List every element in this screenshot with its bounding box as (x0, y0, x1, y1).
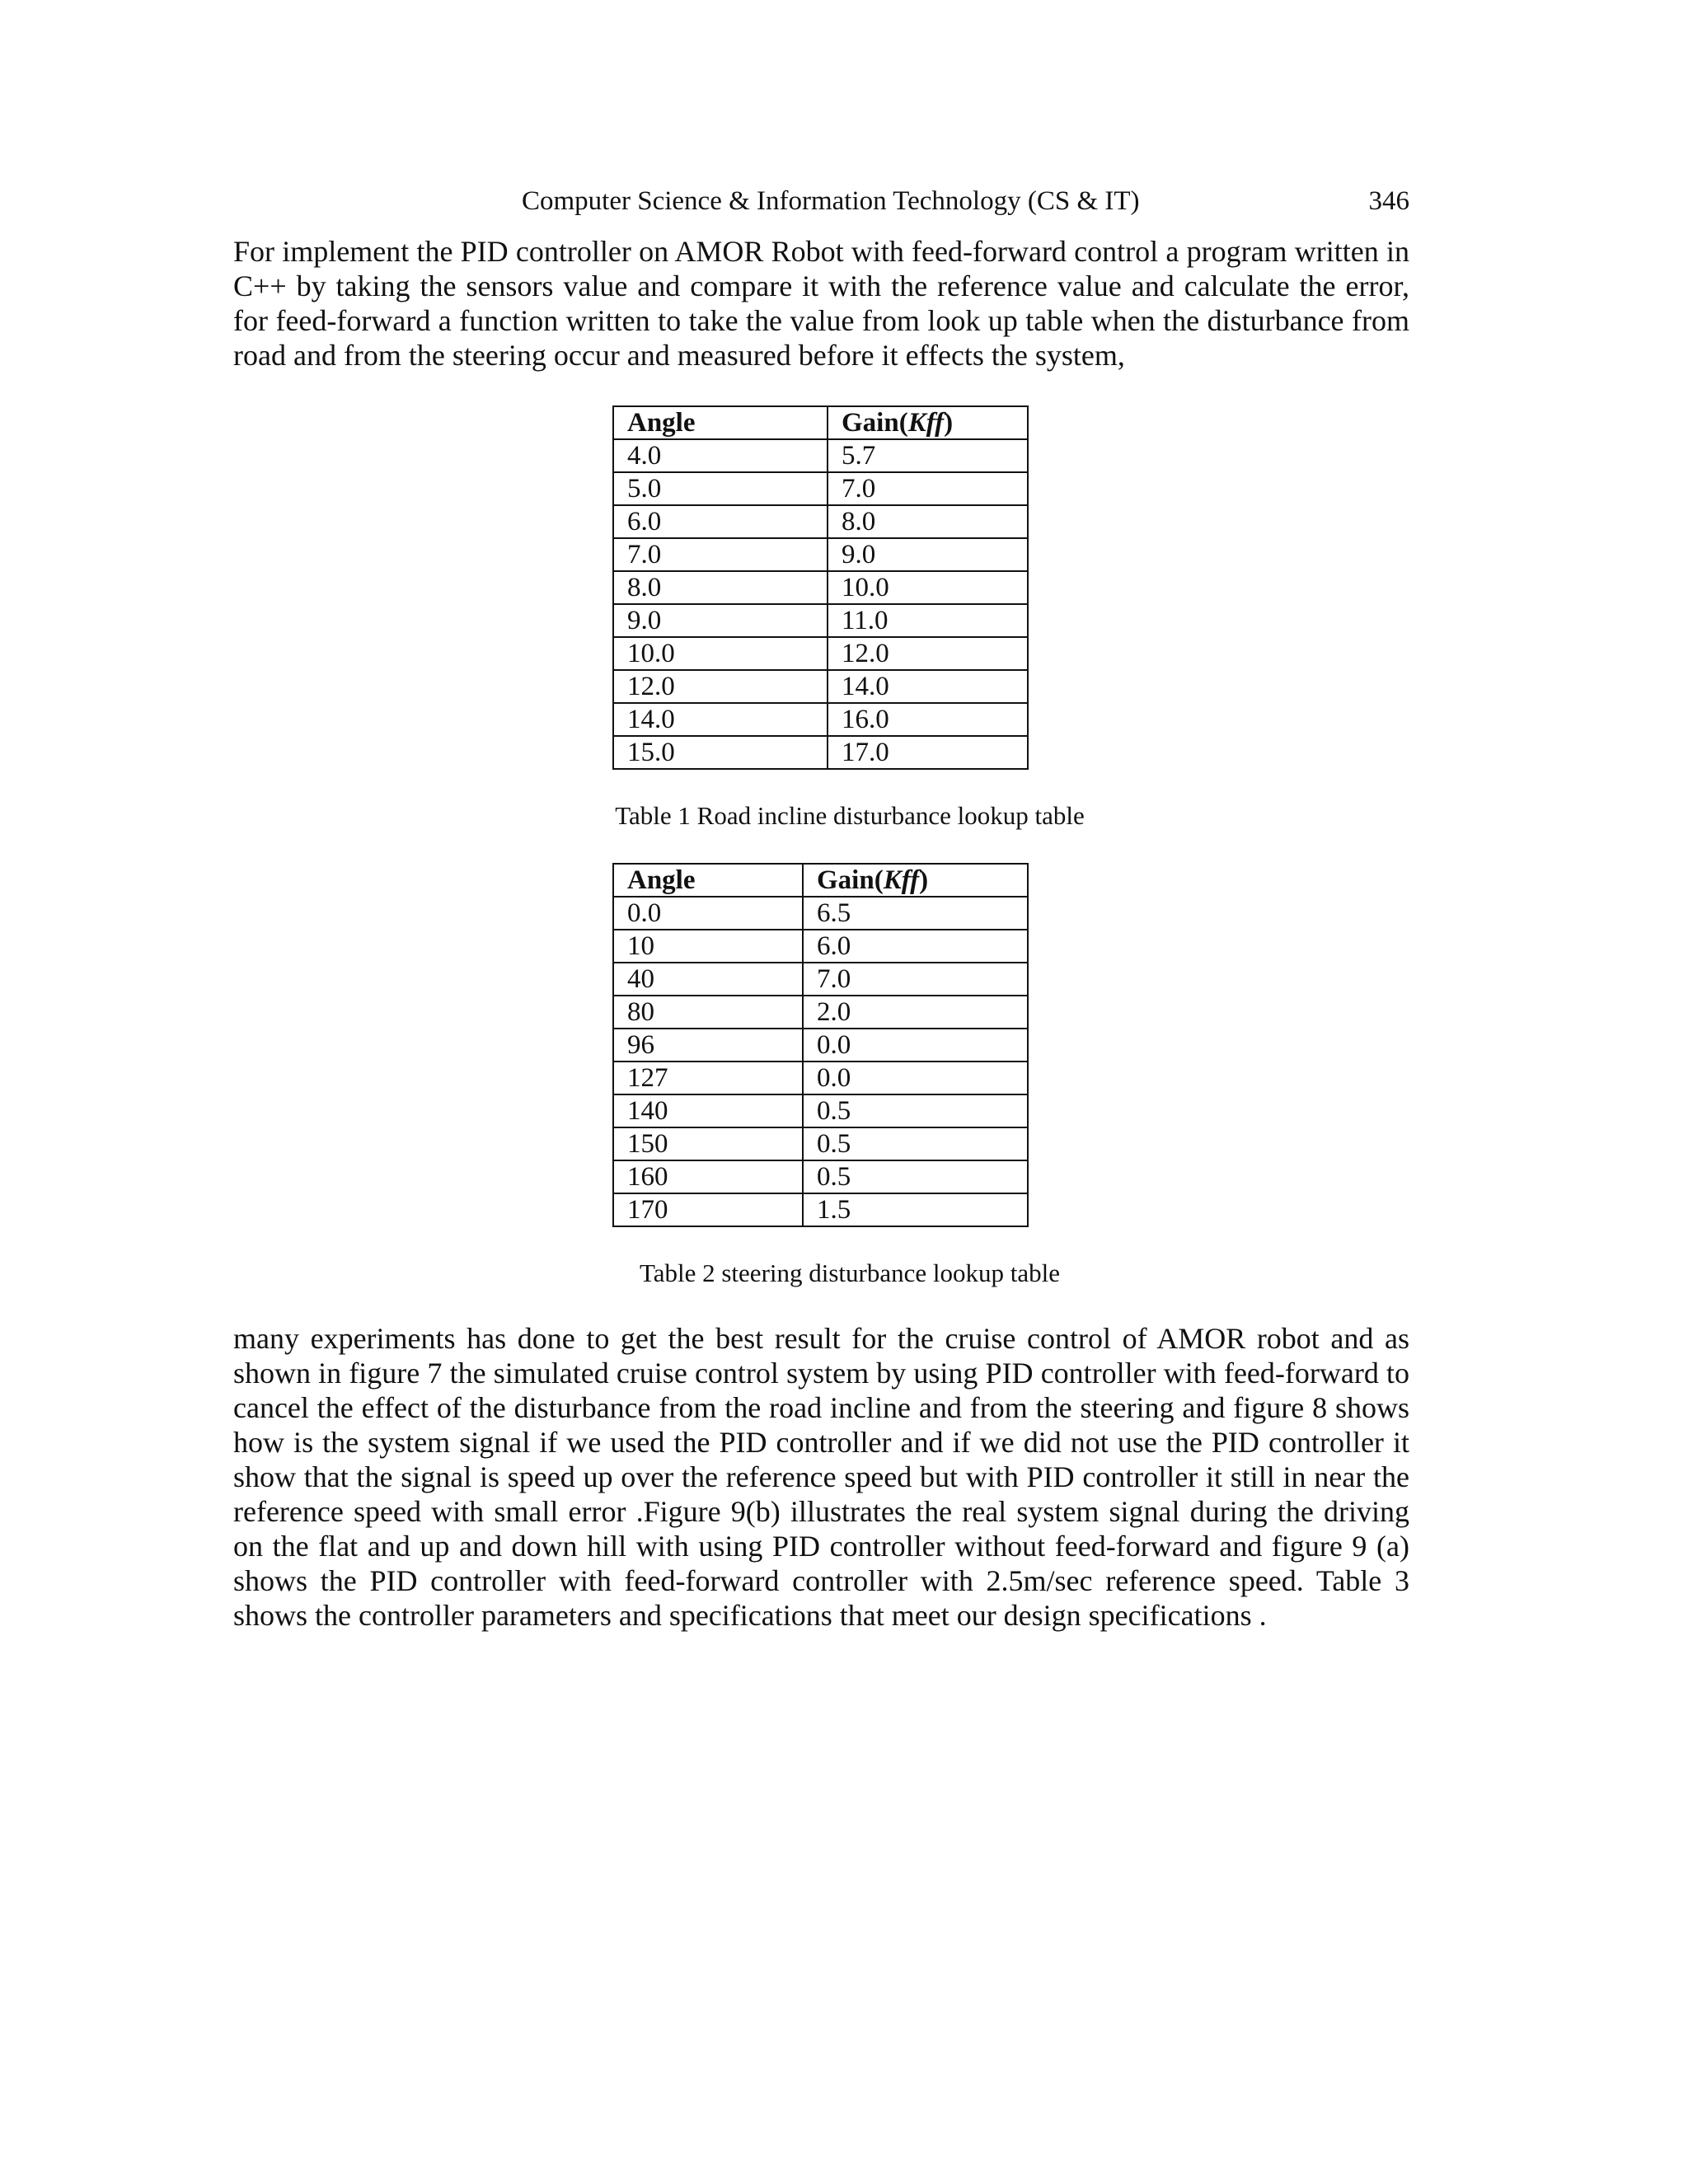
gain-header-suffix: ) (919, 865, 929, 895)
table-row (613, 571, 1028, 604)
gain-cell: 7.0 (828, 472, 1028, 505)
gain-cell: 0.5 (803, 1094, 1028, 1127)
steering-lookup-table (612, 863, 1029, 1227)
table-row (613, 439, 1028, 472)
table-row (613, 736, 1028, 769)
journal-title: Computer Science & Information Technology (CS & IT) (522, 186, 1140, 216)
angle-cell: 8.0 (613, 571, 828, 604)
table-row (613, 1029, 1028, 1062)
angle-cell: 14.0 (613, 703, 828, 736)
table-row (613, 930, 1028, 963)
gain-cell: 9.0 (828, 538, 1028, 571)
gain-header-symbol: Kff (907, 408, 945, 438)
angle-cell: 5.0 (613, 472, 828, 505)
table-2-caption (0, 1257, 1688, 1290)
table-row (613, 538, 1028, 571)
table-1-caption (0, 799, 1688, 832)
gain-cell: 6.5 (803, 897, 1028, 930)
page-number: 346 (1368, 186, 1409, 216)
table-2-caption-text: Table 2 steering disturbance lookup table (639, 1258, 1061, 1287)
road-incline-lookup-table (612, 405, 1029, 770)
gain-header-prefix: Gain( (817, 865, 884, 895)
table-row (613, 637, 1028, 670)
gain-header-prefix: Gain( (842, 408, 908, 438)
table-row (613, 963, 1028, 996)
results-paragraph: many experiments has done to get the best result for the cruise control of AMOR robot and as shown in figure 7 the simulated cruise control system by using PID controller with feed-forward to cancel the effect of the disturbance from the road incline and from the steering and figure 8 shows how is the system signal if we used the PID controller and if we did not use the PID controller it show that the signal is speed up over the reference speed but with PID controller it still in near the reference speed with small error .Figure 9(b) illustrates the real system signal during the driving on the flat and up and down hill with using PID controller without feed-forward and figure 9 (a) shows the PID controller with feed-forward controller with 2.5m/sec reference speed. Table 3 shows the controller parameters and specifications that meet our design specifications . (233, 1322, 1409, 1632)
gain-cell: 0.5 (803, 1160, 1028, 1193)
gain-cell: 7.0 (803, 963, 1028, 996)
table-row (613, 897, 1028, 930)
angle-cell: 12.0 (613, 670, 828, 703)
gain-cell: 11.0 (828, 604, 1028, 637)
angle-cell: 6.0 (613, 505, 828, 538)
table-row (613, 604, 1028, 637)
table-row (613, 1062, 1028, 1094)
gain-cell: 17.0 (828, 736, 1028, 769)
angle-cell: 80 (613, 996, 803, 1029)
gain-cell: 8.0 (828, 505, 1028, 538)
table-row (613, 472, 1028, 505)
table-row (613, 1094, 1028, 1127)
angle-column-header: Angle (613, 406, 828, 439)
gain-cell: 1.5 (803, 1193, 1028, 1226)
gain-cell: 6.0 (803, 930, 1028, 963)
gain-column-header (803, 864, 1028, 897)
angle-cell: 127 (613, 1062, 803, 1094)
gain-header-suffix: ) (944, 408, 954, 438)
table-row (613, 996, 1028, 1029)
angle-column-header: Angle (613, 864, 803, 897)
gain-cell: 0.0 (803, 1062, 1028, 1094)
angle-cell: 40 (613, 963, 803, 996)
angle-cell: 170 (613, 1193, 803, 1226)
gain-cell: 5.7 (828, 439, 1028, 472)
angle-cell: 96 (613, 1029, 803, 1062)
table-row (613, 1127, 1028, 1160)
gain-cell: 0.5 (803, 1127, 1028, 1160)
gain-cell: 2.0 (803, 996, 1028, 1029)
angle-cell: 10 (613, 930, 803, 963)
table-row (613, 1160, 1028, 1193)
table-header-row (613, 406, 1028, 439)
angle-cell: 0.0 (613, 897, 803, 930)
gain-cell: 10.0 (828, 571, 1028, 604)
gain-cell: 0.0 (803, 1029, 1028, 1062)
table-1-caption-text: Table 1 Road incline disturbance lookup table (615, 801, 1085, 830)
table-row (613, 703, 1028, 736)
gain-header-symbol: Kff (883, 865, 920, 895)
table-row (613, 505, 1028, 538)
angle-cell: 9.0 (613, 604, 828, 637)
angle-cell: 15.0 (613, 736, 828, 769)
intro-paragraph: For implement the PID controller on AMOR Robot with feed-forward control a program written in C++ by taking the sensors value and compare it with the reference value and calculate the error, for feed-forward a function written to take the value from look up table when the disturbance from road and from the steering occur and measured before it effects the system, (233, 235, 1409, 372)
gain-column-header (828, 406, 1028, 439)
angle-cell: 160 (613, 1160, 803, 1193)
angle-cell: 140 (613, 1094, 803, 1127)
angle-cell: 10.0 (613, 637, 828, 670)
running-header (522, 183, 1409, 219)
angle-cell: 4.0 (613, 439, 828, 472)
angle-cell: 7.0 (613, 538, 828, 571)
gain-cell: 14.0 (828, 670, 1028, 703)
table-header-row (613, 864, 1028, 897)
angle-cell: 150 (613, 1127, 803, 1160)
table-row (613, 670, 1028, 703)
gain-cell: 12.0 (828, 637, 1028, 670)
gain-cell: 16.0 (828, 703, 1028, 736)
table-row (613, 1193, 1028, 1226)
